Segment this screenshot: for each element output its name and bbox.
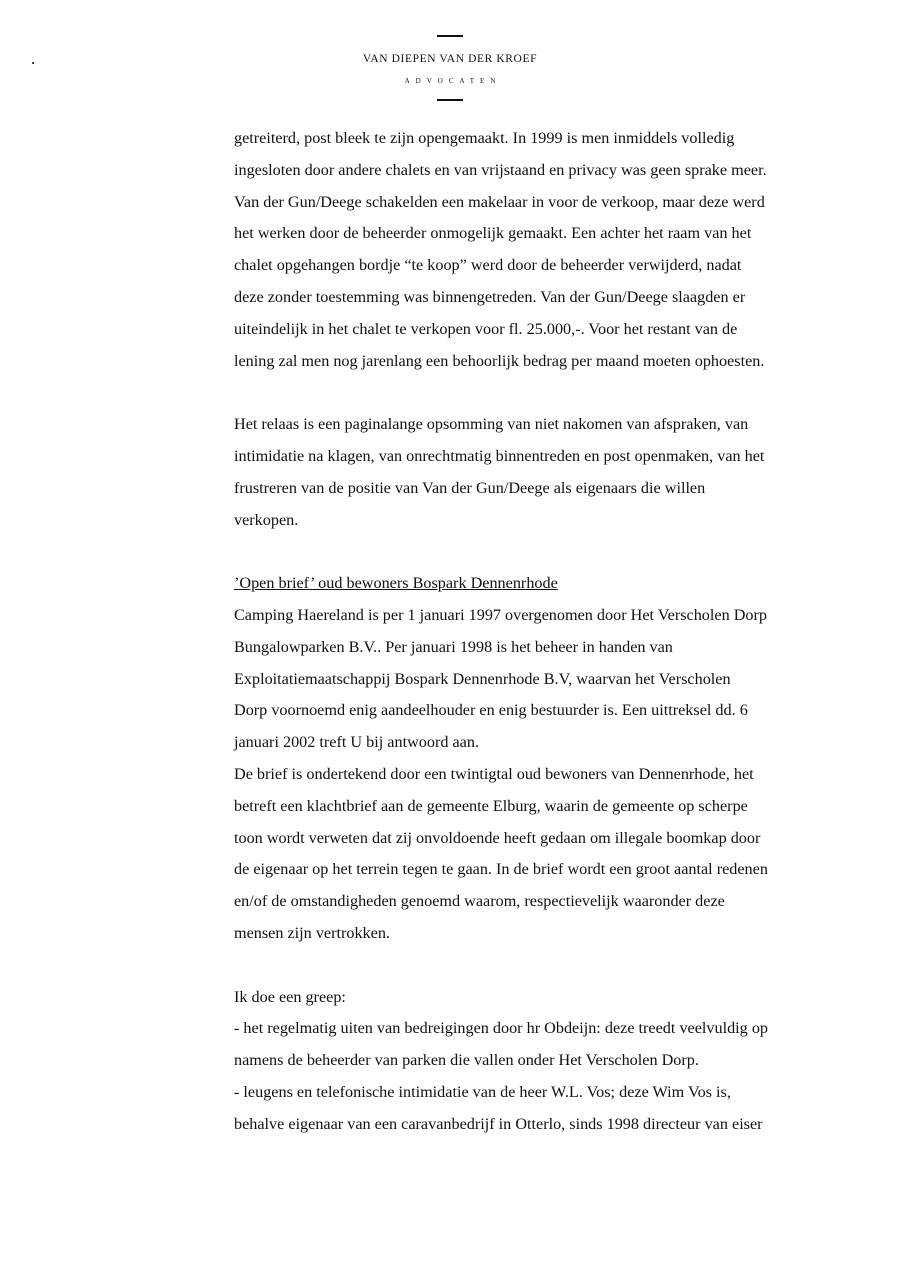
body-line: getreiterd, post bleek te zijn opengemaakt. In 1999 is men inmiddels volledig: [234, 129, 735, 147]
letterhead-bottom-rule: [437, 99, 463, 101]
body-line: lening zal men nog jarenlang een behoorlijk bedrag per maand moeten ophoesten.: [234, 351, 765, 370]
body-line: toon wordt verweten dat zij onvoldoende heeft gedaan om illegale boomkap door: [234, 828, 761, 847]
body-line: Dorp voornoemd enig aandeelhouder en enig bestuurder is. Een uittreksel dd. 6: [234, 701, 748, 720]
paragraph-gap: [234, 377, 856, 409]
body-line: chalet opgehangen bordje “te koop” werd door de beheerder verwijderd, nadat: [234, 256, 742, 275]
body-line: namens de beheerder van parken die vallen onder Het Verscholen Dorp.: [234, 1051, 699, 1070]
paragraph-gap: [234, 536, 856, 568]
body-line: intimidatie na klagen, van onrechtmatig binnentreden en post openmaken, van het: [234, 446, 765, 465]
letter-body: [234, 123, 856, 1141]
body-line: betreft een klachtbrief aan de gemeente Elburg, waarin de gemeente op scherpe: [234, 796, 748, 815]
body-line: Ik doe een greep:: [234, 987, 346, 1006]
letterhead-top-rule: [437, 35, 463, 37]
body-line: uiteindelijk in het chalet te verkopen voor fl. 25.000,-. Voor het restant van de: [234, 319, 738, 338]
body-line: het werken door de beheerder onmogelijk gemaakt. Een achter het raam van het: [234, 224, 752, 243]
body-line: De brief is ondertekend door een twintigtal oud bewoners van Dennenrhode, het: [234, 764, 754, 783]
list-item: - het regelmatig uiten van bedreigingen door hr Obdeijn: deze treedt veelvuldig op: [234, 1019, 769, 1038]
paragraph-gap: [234, 950, 856, 982]
list-item: - leugens en telefonische intimidatie van de heer W.L. Vos; deze Wim Vos is,: [234, 1082, 731, 1101]
body-line: deze zonder toestemming was binnengetreden. Van der Gun/Deege slaagden er: [234, 287, 746, 306]
letterhead-firm-subtitle: ADVOCATEN: [404, 77, 502, 85]
body-line: en/of de omstandigheden genoemd waarom, respectievelijk waaronder deze: [234, 892, 725, 911]
body-line: ingesloten door andere chalets en van vrijstaand en privacy was geen sprake meer.: [234, 160, 767, 179]
body-line: mensen zijn vertrokken.: [234, 923, 390, 942]
body-line: Camping Haereland is per 1 januari 1997 overgenomen door Het Verscholen Dorp: [234, 605, 767, 624]
body-line: behalve eigenaar van een caravanbedrijf in Otterlo, sinds 1998 directeur van eiser: [234, 1114, 763, 1133]
body-line: Het relaas is een paginalange opsomming van niet nakomen van afspraken, van: [234, 415, 749, 434]
body-line: de eigenaar op het terrein tegen te gaan. In de brief wordt een groot aantal redenen: [234, 860, 768, 879]
body-line: Bungalowparken B.V.. Per januari 1998 is het beheer in handen van: [234, 637, 673, 656]
body-line: frustreren van de positie van Van der Gun/Deege als eigenaars die willen: [234, 478, 706, 497]
section-heading: ’Open brief’ oud bewoners Bospark Dennenrhode: [234, 574, 558, 593]
body-line: Exploitatiemaatschappij Bospark Dennenrhode B.V, waarvan het Verscholen: [234, 669, 731, 688]
body-line: Van der Gun/Deege schakelden een makelaar in voor de verkoop, maar deze werd: [234, 192, 765, 211]
letterhead-firm-name: VAN DIEPEN VAN DER KROEF: [362, 53, 538, 65]
body-line: verkopen.: [234, 510, 299, 529]
body-line: januari 2002 treft U bij antwoord aan.: [234, 733, 479, 752]
